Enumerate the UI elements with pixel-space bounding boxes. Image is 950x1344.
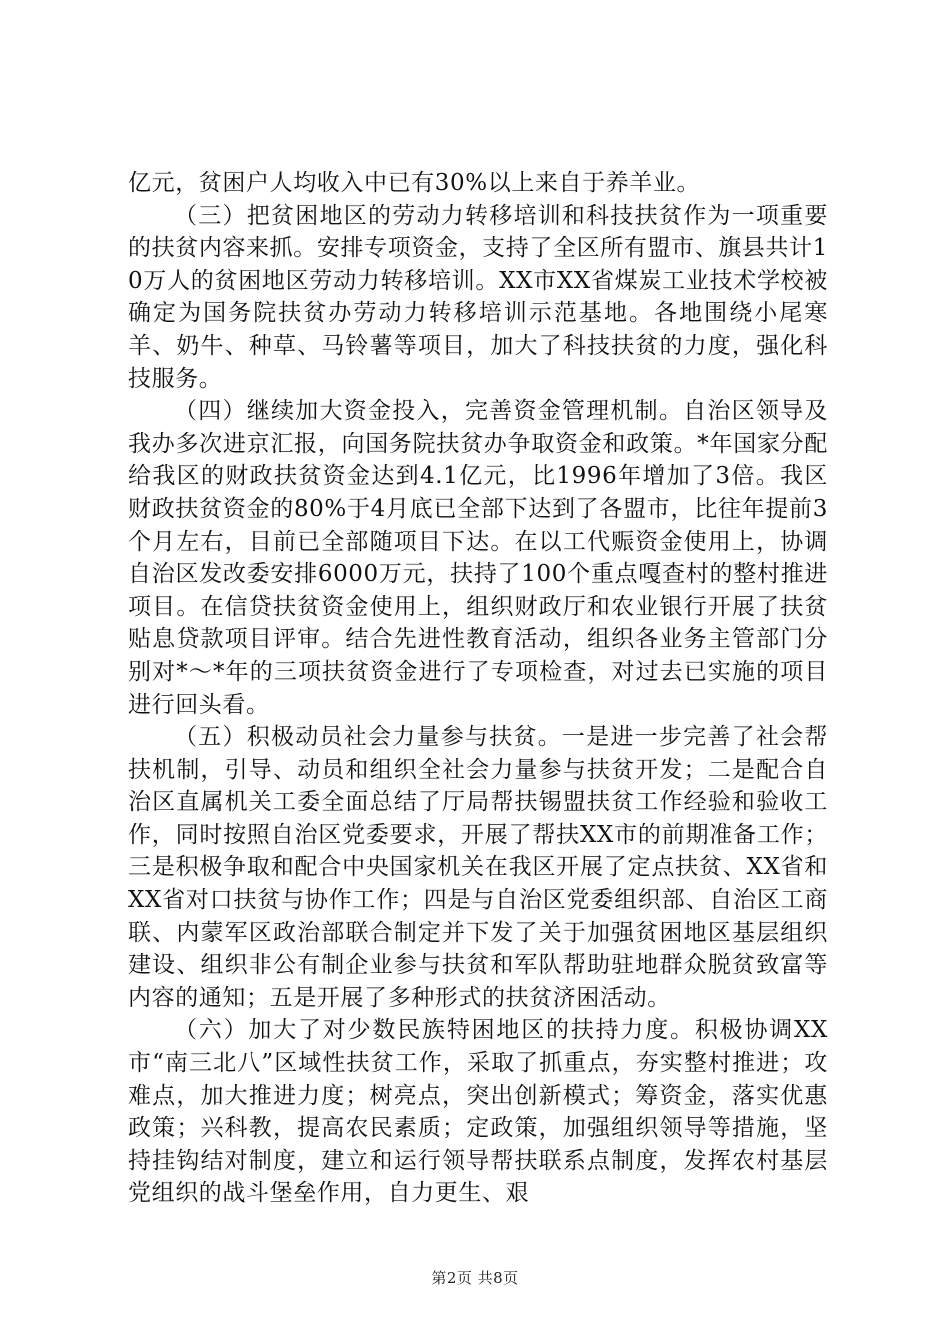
paragraph-continuation: 亿元，贫困户人均收入中已有30%以上来自于养羊业。 [128, 170, 701, 196]
paragraph-section-4: （四）继续加大资金投入，完善资金管理机制。自治区领导及我办多次进京汇报，向国务院扶贫办争取资金和政策。*年国家分配给我区的财政扶贫资金达到4.1亿元，比1996年增加了3倍。我区财政扶贫资金的80%于4月底已全部下达到了各盟市，比往年提前3个月左右，目前已全部随项目下达。在以工代赈资金使用上，协调自治区发改委安排6000万元，扶持了100个重点嘎查村的整村推进项目。在信贷扶贫资金使用上，组织财政厅和农业银行开展了扶贫贴息贷款项目评审。结合先进性教育活动，组织各业务主管部门分别对*～*年的三项扶贫资金进行了专项检查，对过去已实施的项目进行回头看。 [128, 398, 828, 718]
paragraph-section-6: （六）加大了对少数民族特困地区的扶持力度。积极协调XX市“南三北八”区域性扶贫工作，采取了抓重点，夯实整村推进；攻难点，加大推进力度；树亮点，突出创新模式；筹资金，落实优惠政策；兴科教，提高农民素质；定政策，加强组织领导等措施，坚持挂钩结对制度，建立和运行领导帮扶联系点制度，发挥农村基层党组织的战斗堡垒作用，自力更生、艰 [128, 1017, 828, 1207]
paragraph-section-5: （五）积极动员社会力量参与扶贫。一是进一步完善了社会帮扶机制，引导、动员和组织全社会力量参与扶贫开发；二是配合自治区直属机关工委全面总结了厅局帮扶锡盟扶贫工作经验和验收工作，同时按照自治区党委要求，开展了帮扶XX市的前期准备工作；三是积极争取和配合中央国家机关在我区开展了定点扶贫、XX省和XX省对口扶贫与协作工作；四是与自治区党委组织部、自治区工商联、内蒙军区政治部联合制定并下发了关于加强贫困地区基层组织建设、组织非公有制企业参与扶贫和军队帮助驻地群众脱贫致富等内容的通知；五是开展了多种形式的扶贫济困活动。 [128, 724, 828, 1011]
page-footer: 第2页 共8页 [431, 1269, 519, 1287]
paragraph-section-3: （三）把贫困地区的劳动力转移培训和科技扶贫作为一项重要的扶贫内容来抓。安排专项资金，支持了全区所有盟市、旗县共计10万人的贫困地区劳动力转移培训。XX市XX省煤炭工业技术学校被确定为国务院扶贫办劳动力转移培训示范基地。各地围绕小尾寒羊、奶牛、种草、马铃薯等项目，加大了科技扶贫的力度，强化科技服务。 [128, 202, 828, 392]
document-body [128, 167, 828, 1210]
